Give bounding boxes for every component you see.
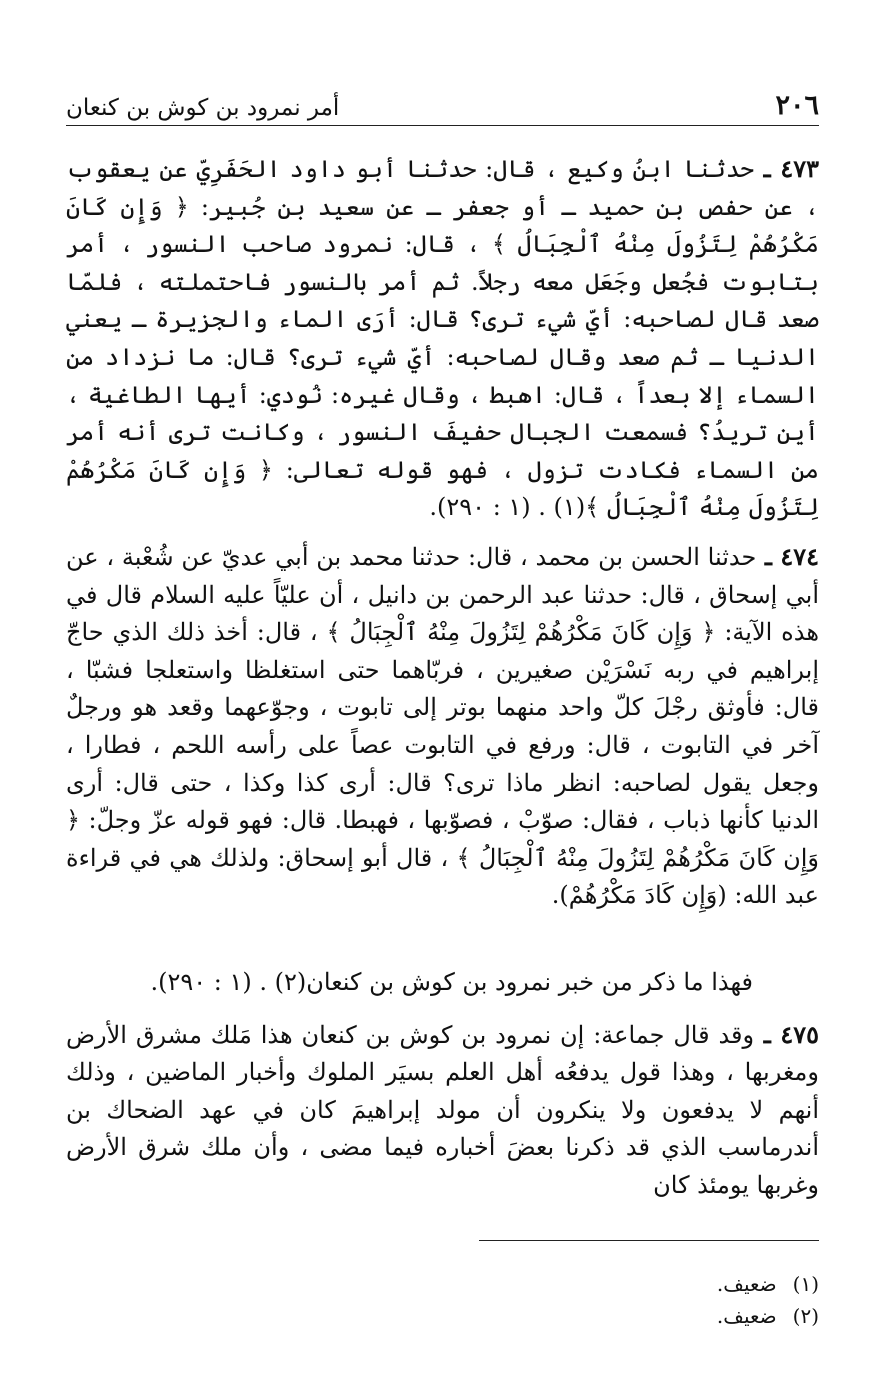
footnote-rule <box>479 1240 819 1241</box>
footnote-text: ضعيف. <box>716 1304 777 1328</box>
footnote-marker: (١) <box>792 1272 819 1296</box>
paragraph-text: فهذا ما ذكر من خبر نمرود بن كوش بن كنعان(٢) . (١ : ٢٩٠). <box>150 968 753 996</box>
footnote-text: ضعيف. <box>716 1272 777 1296</box>
footnote-marker: (٢) <box>792 1304 819 1328</box>
closing-statement <box>66 964 819 1002</box>
footnote-1 <box>717 1272 819 1296</box>
paragraph-text: حدثنا الحسن بن محمد ، قال: حدثنا محمد بن أبي عديّ عن شُعْبة ، عن أبي إسحاق ، قال: حدثنا عبد الرحمن بن دانيل ، أن عليّاً عليه السلام قال في هذه الآية: ﴿ وَإِن كَانَ مَكْرُهُمْ لِتَزُولَ مِنْهُ ٱلْجِبَالُ ﴾ ، قال: أخذ ذلك الذي حاجّ إبراهيم في ربه نَسْرَيْن صغيرين ، فربّاهما حتى استغلظا واستعلجا فشبّا ، قال: فأوثق رجْلَ كلّ واحد منهما بوتر إلى تابوت ، وجوّعهما وقعد هو ورجلٌ آخر في التابوت ، قال: ورفع في التابوت عصاً على رأسه اللحم ، فطارا ، وجعل يقول لصاحبه: انظر ماذا ترى؟ قال: أرى كذا وكذا ، حتى قال: أرى الدنيا كأنها ذباب ، فقال: صوّبْ ، فصوّبها ، فهبطا. قال: فهو قوله عزّ وجلّ: ﴿ وَإِن كَانَ مَكْرُهُمْ لِتَزُولَ مِنْهُ ٱلْجِبَالُ ﴾ ، قال أبو إسحاق: ولذلك هي في قراءة عبد الله: (وَإِن كَادَ مَكْرُهُمْ). <box>66 543 819 910</box>
paragraph-text: وقد قال جماعة: إن نمرود بن كوش بن كنعان هذا مَلك مشرق الأرض ومغربها ، وهذا قول يدفعُه أهل العلم بسيَر الملوك وأخبار الماضين ، وذلك أنهم لا يدفعون ولا ينكرون أن مولد إبراهيمَ كان في عهد الضحاك بن أندرماسب الذي قد ذكرنا بعضَ أخباره فيما مضى ، وأن ملك شرق الأرض وغربها يومئذ كان <box>66 1020 819 1199</box>
paragraph-number: ٤٧٣ ـ <box>753 154 819 183</box>
paragraph-number: ٤٧٥ ـ <box>754 1019 819 1049</box>
page-header <box>66 82 819 126</box>
paragraph-473 <box>66 150 819 524</box>
running-title: أمر نمرود بن كوش بن كنعان <box>66 95 340 121</box>
page-number: ٢٠٦ <box>775 90 819 121</box>
paragraph-number: ٤٧٤ ـ <box>756 542 819 571</box>
footnote-2 <box>717 1304 819 1328</box>
page-body <box>66 150 819 1205</box>
paragraph-text: حدثنا ابنُ وكيع ، قال: حدثنا أبو داود الحَفَرِيّ عن يعقوب ، عن حفص بن حميد ـ أو جعفر ـ عن سعيد بن جُبير: ﴿ وَإِن كَانَ مَكْرُهُمْ لِتَزُولَ مِنْهُ ٱلْجِبَالُ ﴾ ، قال: نمرود صاحب النسور ، أمر بتابوت فجُعل وجَعَل معه رجلاً. ثم أمر بالنسور فاحتملته ، فلمّا صعد قال لصاحبه: أيّ شيء ترى؟ قال: أرَى الماء والجزيرة ـ يعني الدنيا ـ ثم صعد وقال لصاحبه: أيّ شيء ترى؟ قال: ما نزداد من السماء إلا بعداً ، قال: اهبط ، وقال غيره: نُودي: أيها الطاغية ، أين تريدُ؟ فسمعت الجبال حفيفَ النسور ، وكانت ترى أنه أمر من السماء فكادت تزول ، فهو قوله تعالى: ﴿ وَإِن كَانَ مَكْرُهُمْ لِتَزُولَ مِنْهُ ٱلْجِبَالُ ﴾(١) . (١ : ٢٩٠). <box>66 155 819 522</box>
paragraph-474 <box>66 538 819 950</box>
paragraph-475 <box>66 1016 819 1205</box>
